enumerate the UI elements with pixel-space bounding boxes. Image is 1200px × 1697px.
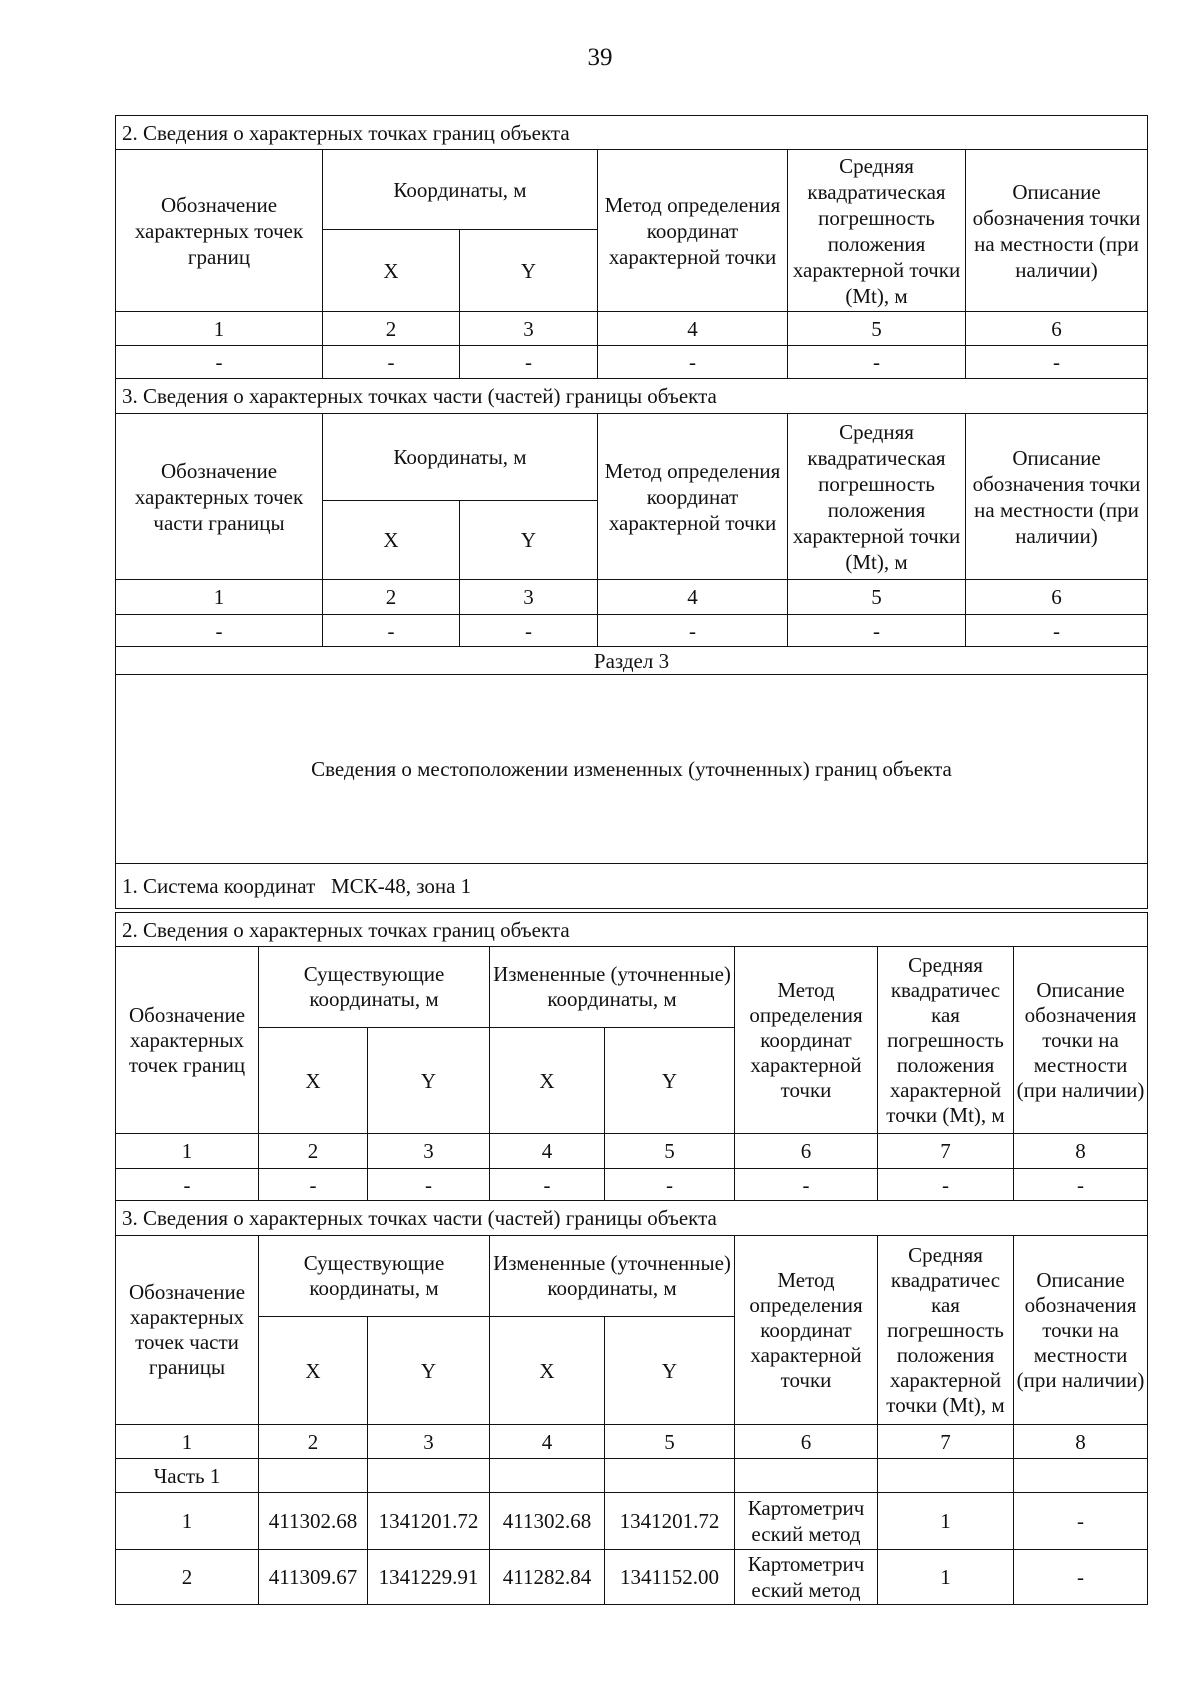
- method-header: Метод определения координат характерной точки: [598, 150, 788, 312]
- x-header: X: [323, 230, 460, 312]
- column-number: 1: [116, 312, 323, 346]
- method-header: Метод определения координат характерной точки: [735, 947, 878, 1134]
- section3-title: 3. Сведения о характерных точках части (частей) границы объекта: [116, 379, 1148, 414]
- description: -: [1014, 1493, 1148, 1550]
- column-number: 6: [966, 312, 1148, 346]
- column-number: 3: [460, 312, 598, 346]
- x-existing: 411302.68: [259, 1493, 368, 1550]
- y-header: Y: [460, 501, 598, 580]
- empty-cell: -: [368, 1169, 490, 1201]
- column-number: 4: [490, 1134, 605, 1169]
- column-number: 1: [116, 1134, 259, 1169]
- column-number: 4: [598, 312, 788, 346]
- empty-cell: -: [878, 1169, 1014, 1201]
- page-number: 39: [587, 44, 613, 71]
- empty-cell: [878, 1459, 1014, 1493]
- column-number: 5: [788, 312, 966, 346]
- changed-coordinates-header: Измененные (уточненные) координаты, м: [490, 1236, 735, 1317]
- empty-cell: -: [966, 615, 1148, 647]
- section2-title: 2. Сведения о характерных точках границ объекта: [116, 913, 1148, 947]
- empty-cell: [735, 1459, 878, 1493]
- error-header: Средняя квадратичес кая погрешность положения характерной точки (Mt), м: [878, 947, 1014, 1134]
- x-existing: 411309.67: [259, 1550, 368, 1605]
- razdel-label: Раздел 3: [116, 647, 1148, 675]
- method: Картометрич еский метод: [735, 1550, 878, 1605]
- table-row: [116, 1550, 1148, 1605]
- method-header: Метод определения координат характерной точки: [598, 414, 788, 580]
- empty-cell: [1014, 1459, 1148, 1493]
- empty-cell: -: [490, 1169, 605, 1201]
- column-number: 2: [323, 580, 460, 615]
- empty-cell: -: [735, 1169, 878, 1201]
- description: -: [1014, 1550, 1148, 1605]
- column-number: 6: [735, 1425, 878, 1459]
- error: 1: [878, 1550, 1014, 1605]
- section3-title: 3. Сведения о характерных точках части (частей) границы объекта: [116, 1201, 1148, 1236]
- empty-cell: [368, 1459, 490, 1493]
- method-header: Метод определения координат характерной точки: [735, 1236, 878, 1425]
- column-number: 3: [368, 1425, 490, 1459]
- razdel-title: Сведения о местоположении измененных (уточненных) границ объекта: [116, 675, 1148, 864]
- coordinates-header: Координаты, м: [323, 414, 598, 501]
- empty-cell: -: [605, 1169, 735, 1201]
- description-header: Описание обозначения точки на местности (при наличии): [966, 150, 1148, 312]
- y-existing: 1341229.91: [368, 1550, 490, 1605]
- column-number: 3: [460, 580, 598, 615]
- empty-cell: -: [323, 615, 460, 647]
- y-existing-header: Y: [368, 1028, 490, 1134]
- y-changed-header: Y: [605, 1028, 735, 1134]
- error-header: Средняя квадратическая погрешность положения характерной точки (Mt), м: [788, 414, 966, 580]
- description-header: Описание обозначения точки на местности (при наличии): [966, 414, 1148, 580]
- x-changed-header: X: [490, 1028, 605, 1134]
- x-changed: 411282.84: [490, 1550, 605, 1605]
- y-changed: 1341152.00: [605, 1550, 735, 1605]
- designation-header: Обозначение характерных точек границ: [116, 150, 323, 312]
- method: Картометрич еский метод: [735, 1493, 878, 1550]
- error: 1: [878, 1493, 1014, 1550]
- x-existing-header: X: [259, 1028, 368, 1134]
- point-number: 2: [116, 1550, 259, 1605]
- column-number: 6: [735, 1134, 878, 1169]
- column-number: 2: [323, 312, 460, 346]
- column-number: 2: [259, 1134, 368, 1169]
- empty-cell: -: [116, 346, 323, 379]
- empty-cell: [490, 1459, 605, 1493]
- changed-coordinates-header: Измененные (уточненные) координаты, м: [490, 947, 735, 1028]
- x-changed-header: X: [490, 1317, 605, 1425]
- designation-header: Обозначение характерных точек границ: [116, 947, 259, 1134]
- empty-cell: -: [116, 615, 323, 647]
- y-existing: 1341201.72: [368, 1493, 490, 1550]
- empty-cell: -: [460, 346, 598, 379]
- column-number: 5: [788, 580, 966, 615]
- coordinate-system-value: МСК-48, зона 1: [331, 874, 472, 898]
- empty-cell: -: [323, 346, 460, 379]
- error-header: Средняя квадратическая погрешность положения характерной точки (Mt), м: [788, 150, 966, 312]
- empty-cell: [259, 1459, 368, 1493]
- coordinate-system-label: 1. Система координат: [122, 874, 316, 898]
- column-number: 1: [116, 580, 323, 615]
- part-label: Часть 1: [116, 1459, 259, 1493]
- empty-cell: -: [598, 346, 788, 379]
- x-existing-header: X: [259, 1317, 368, 1425]
- empty-cell: -: [460, 615, 598, 647]
- x-changed: 411302.68: [490, 1493, 605, 1550]
- empty-cell: -: [116, 1169, 259, 1201]
- empty-cell: -: [966, 346, 1148, 379]
- empty-cell: -: [1014, 1169, 1148, 1201]
- designation-header: Обозначение характерных точек части границы: [116, 1236, 259, 1425]
- column-number: 1: [116, 1425, 259, 1459]
- x-header: X: [323, 501, 460, 580]
- section2-title: 2. Сведения о характерных точках границ объекта: [116, 116, 1148, 150]
- y-header: Y: [460, 230, 598, 312]
- existing-coordinates-header: Существующие координаты, м: [259, 1236, 490, 1317]
- empty-cell: -: [259, 1169, 368, 1201]
- lower-table: [115, 912, 1148, 1605]
- coordinates-header: Координаты, м: [323, 150, 598, 230]
- y-changed-header: Y: [605, 1317, 735, 1425]
- empty-cell: -: [788, 346, 966, 379]
- column-number: 3: [368, 1134, 490, 1169]
- column-number: 5: [605, 1425, 735, 1459]
- point-number: 1: [116, 1493, 259, 1550]
- column-number: 8: [1014, 1425, 1148, 1459]
- column-number: 7: [878, 1425, 1014, 1459]
- column-number: 5: [605, 1134, 735, 1169]
- column-number: 4: [598, 580, 788, 615]
- column-number: 2: [259, 1425, 368, 1459]
- error-header: Средняя квадратичес кая погрешность положения характерной точки (Mt), м: [878, 1236, 1014, 1425]
- designation-header: Обозначение характерных точек части границы: [116, 414, 323, 580]
- empty-cell: -: [598, 615, 788, 647]
- y-existing-header: Y: [368, 1317, 490, 1425]
- column-number: 7: [878, 1134, 1014, 1169]
- existing-coordinates-header: Существующие координаты, м: [259, 947, 490, 1028]
- y-changed: 1341201.72: [605, 1493, 735, 1550]
- empty-cell: -: [788, 615, 966, 647]
- description-header: Описание обозначения точки на местности (при наличии): [1014, 1236, 1148, 1425]
- column-number: 4: [490, 1425, 605, 1459]
- column-number: 6: [966, 580, 1148, 615]
- description-header: Описание обозначения точки на местности (при наличии): [1014, 947, 1148, 1134]
- column-number: 8: [1014, 1134, 1148, 1169]
- upper-table: [115, 115, 1148, 909]
- coordinate-system: [116, 864, 1148, 909]
- empty-cell: [605, 1459, 735, 1493]
- table-row: [116, 1493, 1148, 1550]
